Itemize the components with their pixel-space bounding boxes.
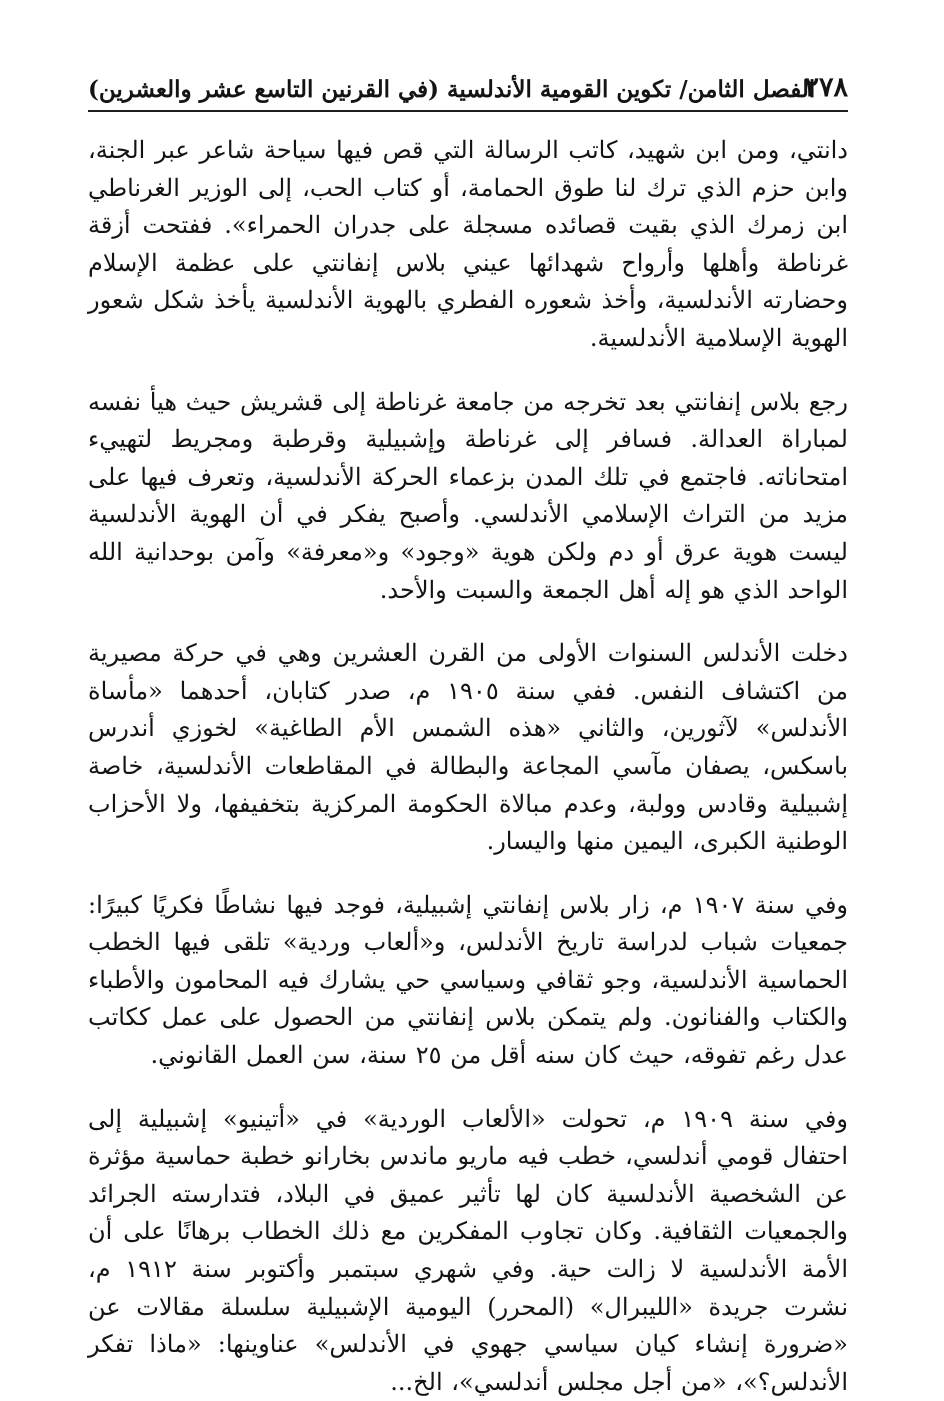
page-number: ٢٧٨ [804, 72, 848, 103]
paragraph: وفي سنة ١٩٠٧ م، زار بلاس إنفانتي إشبيلية، فوجد فيها نشاطًا فكريًا كبيرًا: جمعيات شباب لدراسة تاريخ الأندلس، و«ألعاب وردية» تلقى فيها الخطب الحماسية الأندلسية، وجو ثقافي وسياسي حي يشارك فيه المحامون والأطباء والكتاب والفنانون. ولم يتمكن بلاس إنفانتي من الحصول على عمل ككاتب عدل رغم تفوقه، حيث كان سنه أقل من ٢٥ سنة، سن العمل القانوني. [88, 890, 849, 1070]
body-text [88, 132, 848, 1401]
paragraph: رجع بلاس إنفانتي بعد تخرجه من جامعة غرناطة إلى قشريش حيث هيأ نفسه لمباراة العدالة. فسافر إلى غرناطة وإشبيلية وقرطبة ومجريط لتهييء امتحاناته. فاجتمع في تلك المدن بزعماء الحركة الأندلسية، وتعرف فيها على مزيد من التراث الإسلامي الأندلسي. وأصبح يفكر في أن الهوية الأندلسية ليست هوية عرق أو دم ولكن هوية «وجود» و«معرفة» وآمن بوحدانية الله الواحد الذي هو إله أهل الجمعة والسبت والأحد. [88, 387, 848, 604]
paragraph: دانتي، ومن ابن شهيد، كاتب الرسالة التي قص فيها سياحة شاعر عبر الجنة، وابن حزم الذي ترك لنا طوق الحمامة، أو كتاب الحب، إلى الوزير الغرناطي ابن زمرك الذي بقيت قصائده مسجلة على جدران الحمراء». ففتحت أزقة غرناطة وأهلها وأرواح شهدائها عيني بلاس إنفانتي على عظمة الإسلام وحضارته الأندلسية، وأخذ شعوره الفطري بالهوية الأندلسية يأخذ شكل شعور الهوية الإسلامية الأندلسية. [88, 136, 848, 352]
running-title: الفصل الثامن/ تكوين القومية الأندلسية (في القرنين التاسع عشر والعشرين) [88, 76, 816, 103]
paragraph: دخلت الأندلس السنوات الأولى من القرن العشرين وهي في حركة مصيرية من اكتشاف النفس. ففي سنة ١٩٠٥ م، صدر كتابان، أحدهما «مأساة الأندلس» لآثورين، والثاني «هذه الشمس الأم الطاغية» لخوزي أندرس باسكس، يصفان مآسي المجاعة والبطالة في المقاطعات الأندلسية، خاصة إشبيلية وقادس وولبة، وعدم مبالاة الحكومة المركزية بتخفيفها، ولا الأحزاب الوطنية الكبرى، اليمين منها واليسار. [88, 639, 849, 856]
paragraph: وفي سنة ١٩٠٩ م، تحولت «الألعاب الوردية» في «أتينيو» إشبيلية إلى احتفال قومي أندلسي، خطب فيه ماريو ماندس بخارانو خطبة حماسية مؤثرة عن الشخصية الأندلسية كان لها تأثير عميق في البلاد، فتدارسته الجرائد والجمعيات الثقافية. وكان تجاوب المفكرين مع ذلك الخطاب برهانًا على أن الأمة الأندلسية لا زالت حية. وفي شهري سبتمبر وأكتوبر سنة ١٩١٢ م، نشرت جريدة «الليبرال» (المحرر) اليومية الإشبيلية سلسلة مقالات عن «ضرورة إنشاء كيان سياسي جهوي في الأندلس» عناوينها: «ماذا تفكر الأندلس؟»، «من أجل مجلس أندلسي»، الخ... [88, 1104, 848, 1396]
book-page [88, 68, 849, 1396]
page-header [88, 68, 848, 112]
